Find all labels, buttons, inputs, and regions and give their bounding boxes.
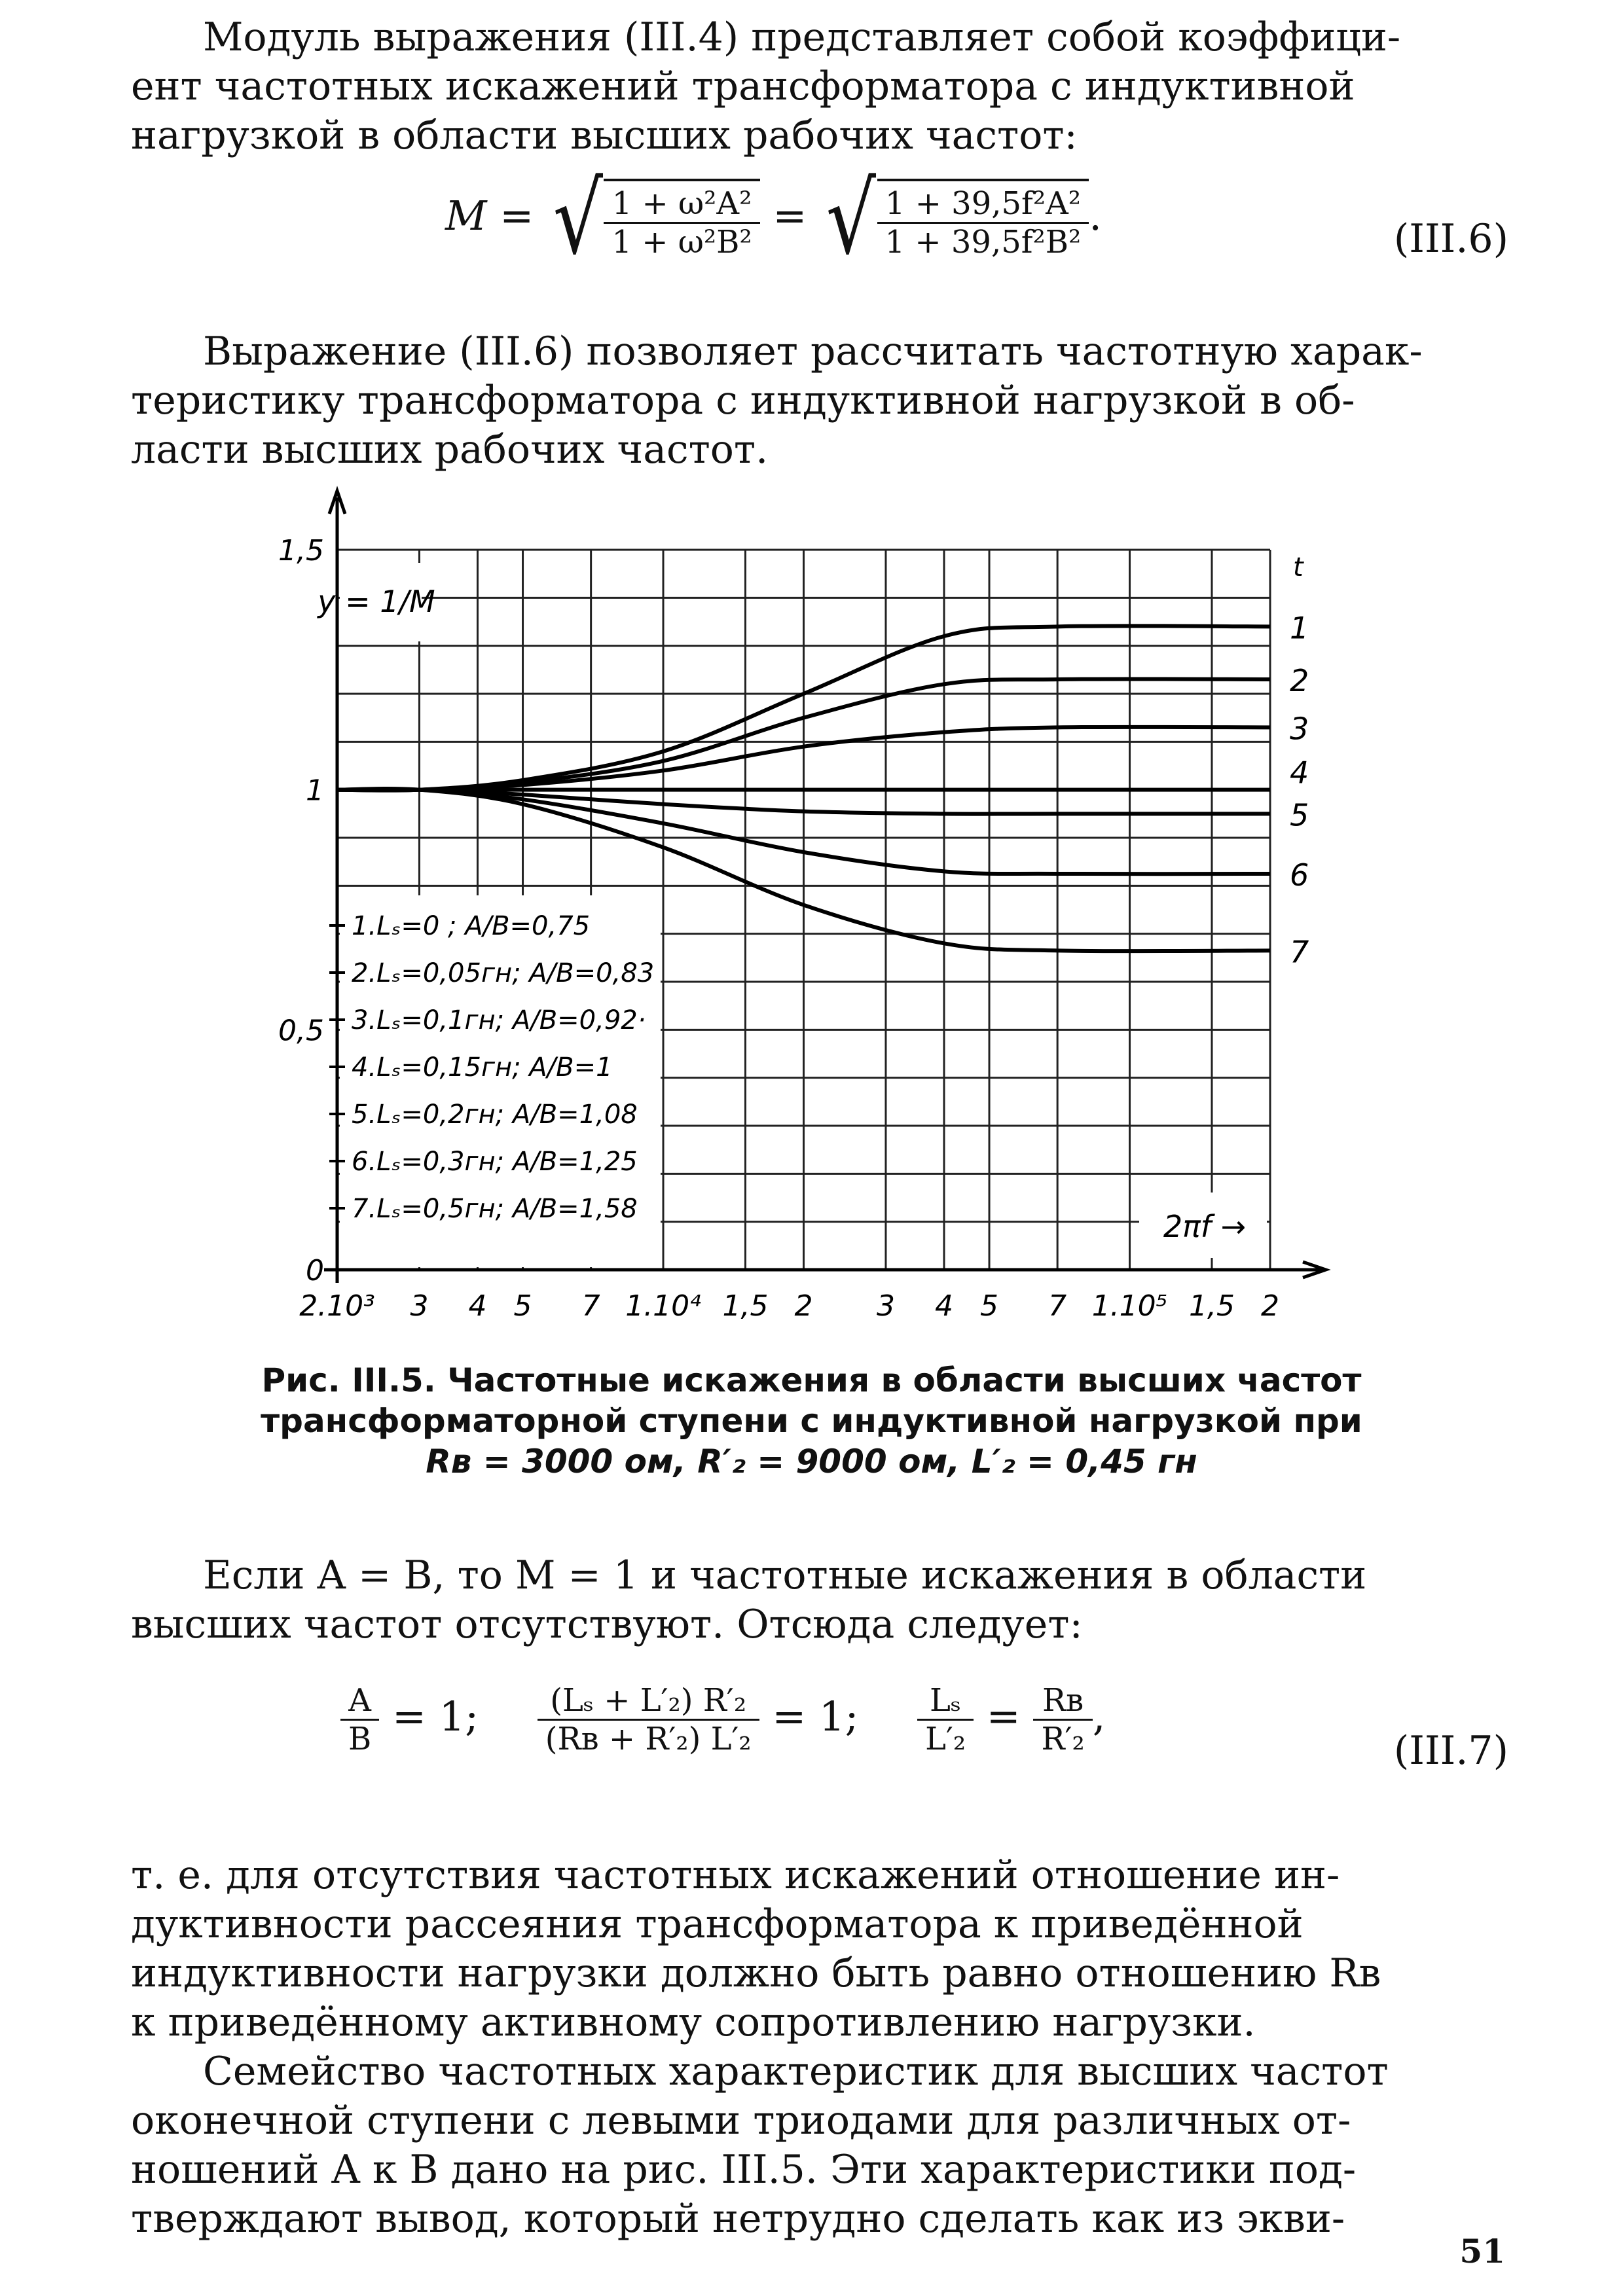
frequency-distortion-chart — [262, 484, 1375, 1335]
series-label-4: 4 — [1290, 755, 1309, 791]
text-line: тверждают вывод, который нетрудно сделать как из экви- — [131, 2196, 1345, 2242]
y-tick-label: 0,5 — [278, 1014, 324, 1048]
series-label-1: 1 — [1290, 610, 1309, 646]
x-tick-label: 7 — [581, 1289, 600, 1323]
text-line: Модуль выражения (III.4) представляет собой коэффици- — [203, 14, 1401, 60]
equation-equals: = — [773, 192, 807, 240]
text-line: Выражение (III.6) позволяет рассчитать частотную харак- — [203, 329, 1423, 374]
f4-tail: , — [1092, 1692, 1106, 1740]
caption-line: трансформаторной ступени с индуктивной нагрузкой при — [261, 1402, 1362, 1440]
series-label-7: 7 — [1290, 934, 1309, 970]
sqrt-icon: √ — [553, 162, 603, 276]
f1-denominator: B — [348, 1721, 372, 1757]
legend-entry: 7.Lₛ=0,5гн; A/B=1,58 — [352, 1194, 638, 1224]
paragraph-4 — [131, 1851, 1512, 2047]
top-right-mark: t — [1293, 552, 1304, 583]
f1-numerator: A — [340, 1682, 379, 1721]
x-axis-title: 2πf → — [1163, 1209, 1247, 1244]
x-tick-label: 5 — [980, 1289, 999, 1323]
text-line: ент частотных искажений трансформатора с индуктивной — [131, 63, 1355, 109]
figure-caption — [0, 1360, 1623, 1482]
x-tick-label: 7 — [1048, 1289, 1067, 1323]
y-tick-label: 1 — [306, 774, 324, 808]
text-line: т. е. для отсутствия частотных искажений отношение ин- — [131, 1852, 1340, 1898]
sqrt-body — [604, 179, 759, 260]
series-label-2: 2 — [1290, 663, 1309, 698]
x-tick-label: 3 — [876, 1289, 895, 1323]
f1-rhs: = 1; — [392, 1692, 479, 1740]
series-label-5: 5 — [1290, 797, 1309, 833]
chart-legend — [329, 895, 661, 1267]
x-tick-label: 1.10⁴ — [625, 1289, 701, 1323]
legend-entry: 5.Lₛ=0,2гн; A/B=1,08 — [352, 1100, 638, 1130]
x-tick-label: 1,5 — [722, 1289, 769, 1323]
equation-number: (III.7) — [1393, 1728, 1508, 1774]
x-tick-label: 1.10⁵ — [1091, 1289, 1168, 1323]
f2-numerator: (Lₛ + L′₂) R′₂ — [538, 1682, 759, 1721]
frac1-numerator: 1 + ω²A² — [604, 185, 759, 224]
text-line: ношений A к B дано на рис. III.5. Эти характеристики под- — [131, 2147, 1357, 2193]
page-number: 51 — [1459, 2232, 1505, 2270]
series-label-3: 3 — [1290, 711, 1309, 747]
caption-line: Рис. III.5. Частотные искажения в области высших частот — [261, 1361, 1362, 1399]
text-line: оконечной ступени с левыми триодами для различных от- — [131, 2098, 1351, 2144]
text-line: индуктивности нагрузки должно быть равно отношению Rв — [131, 1950, 1381, 1996]
legend-entry: 1.Lₛ=0 ; A/B=0,75 — [352, 911, 591, 941]
x-tick-label: 2 — [1261, 1289, 1279, 1323]
text-line: высших частот отсутствуют. Отсюда следует: — [131, 1602, 1083, 1647]
y-tick-label: 1,5 — [278, 534, 324, 567]
x-tick-label: 2 — [794, 1289, 813, 1323]
x-tick-label: 4 — [468, 1289, 487, 1323]
x-tick-label: 1,5 — [1188, 1289, 1235, 1323]
y-tick-label: 0 — [306, 1254, 324, 1287]
caption-line: Rв = 3000 ом, R′₂ = 9000 ом, L′₂ = 0,45 гн — [426, 1443, 1197, 1480]
text-line: Семейство частотных характеристик для высших частот — [203, 2049, 1389, 2094]
equation-III-7 — [340, 1682, 1105, 1757]
f3-eq: = — [986, 1692, 1021, 1740]
text-line: ласти высших рабочих частот. — [131, 427, 769, 473]
y-axis-title: y = 1/M — [318, 584, 435, 619]
f2-denominator: (Rв + R′₂) L′₂ — [545, 1721, 752, 1757]
sqrt-body — [877, 179, 1089, 260]
f3-numerator: Lₛ — [917, 1682, 974, 1721]
x-tick-label: 3 — [410, 1289, 429, 1323]
paragraph-1 — [131, 13, 1512, 160]
equation-number: (III.6) — [1393, 216, 1508, 262]
legend-entry: 4.Lₛ=0,15гн; A/B=1 — [352, 1052, 613, 1083]
text-line: к приведённому активному сопротивлению нагрузки. — [131, 2000, 1256, 2045]
text-line: теристику трансформатора с индуктивной нагрузкой в об- — [131, 378, 1355, 423]
text-line: нагрузкой в области высших рабочих частот: — [131, 113, 1078, 158]
equation-tail: . — [1089, 192, 1102, 240]
paragraph-5 — [131, 2047, 1512, 2244]
frac2-numerator: 1 + 39,5f²A² — [877, 185, 1089, 224]
f2-rhs: = 1; — [772, 1692, 859, 1740]
text-line: Если A = B, то M = 1 и частотные искажения в области — [203, 1552, 1367, 1598]
legend-entry: 2.Lₛ=0,05гн; A/B=0,83 — [352, 958, 655, 988]
legend-entry: 3.Lₛ=0,1гн; A/B=0,92· — [352, 1005, 646, 1035]
frac2-denominator: 1 + 39,5f²B² — [884, 223, 1082, 260]
f4-numerator: Rв — [1033, 1682, 1092, 1721]
paragraph-2 — [131, 327, 1512, 475]
x-tick-label: 5 — [513, 1289, 532, 1323]
legend-entry: 6.Lₛ=0,3гн; A/B=1,25 — [352, 1147, 638, 1177]
paragraph-3 — [131, 1551, 1512, 1649]
frac1-denominator: 1 + ω²B² — [611, 223, 752, 260]
text-line: дуктивности рассеяния трансформатора к приведённой — [131, 1901, 1304, 1947]
x-tick-label: 4 — [934, 1289, 953, 1323]
f3-denominator: L′₂ — [925, 1721, 966, 1757]
equation-lhs: M = — [445, 192, 534, 240]
series-label-6: 6 — [1290, 857, 1309, 893]
f4-denominator: R′₂ — [1041, 1721, 1085, 1757]
equation-III-6 — [445, 162, 1102, 276]
sqrt-icon: √ — [826, 162, 877, 276]
x-tick-label: 2.10³ — [299, 1289, 375, 1323]
